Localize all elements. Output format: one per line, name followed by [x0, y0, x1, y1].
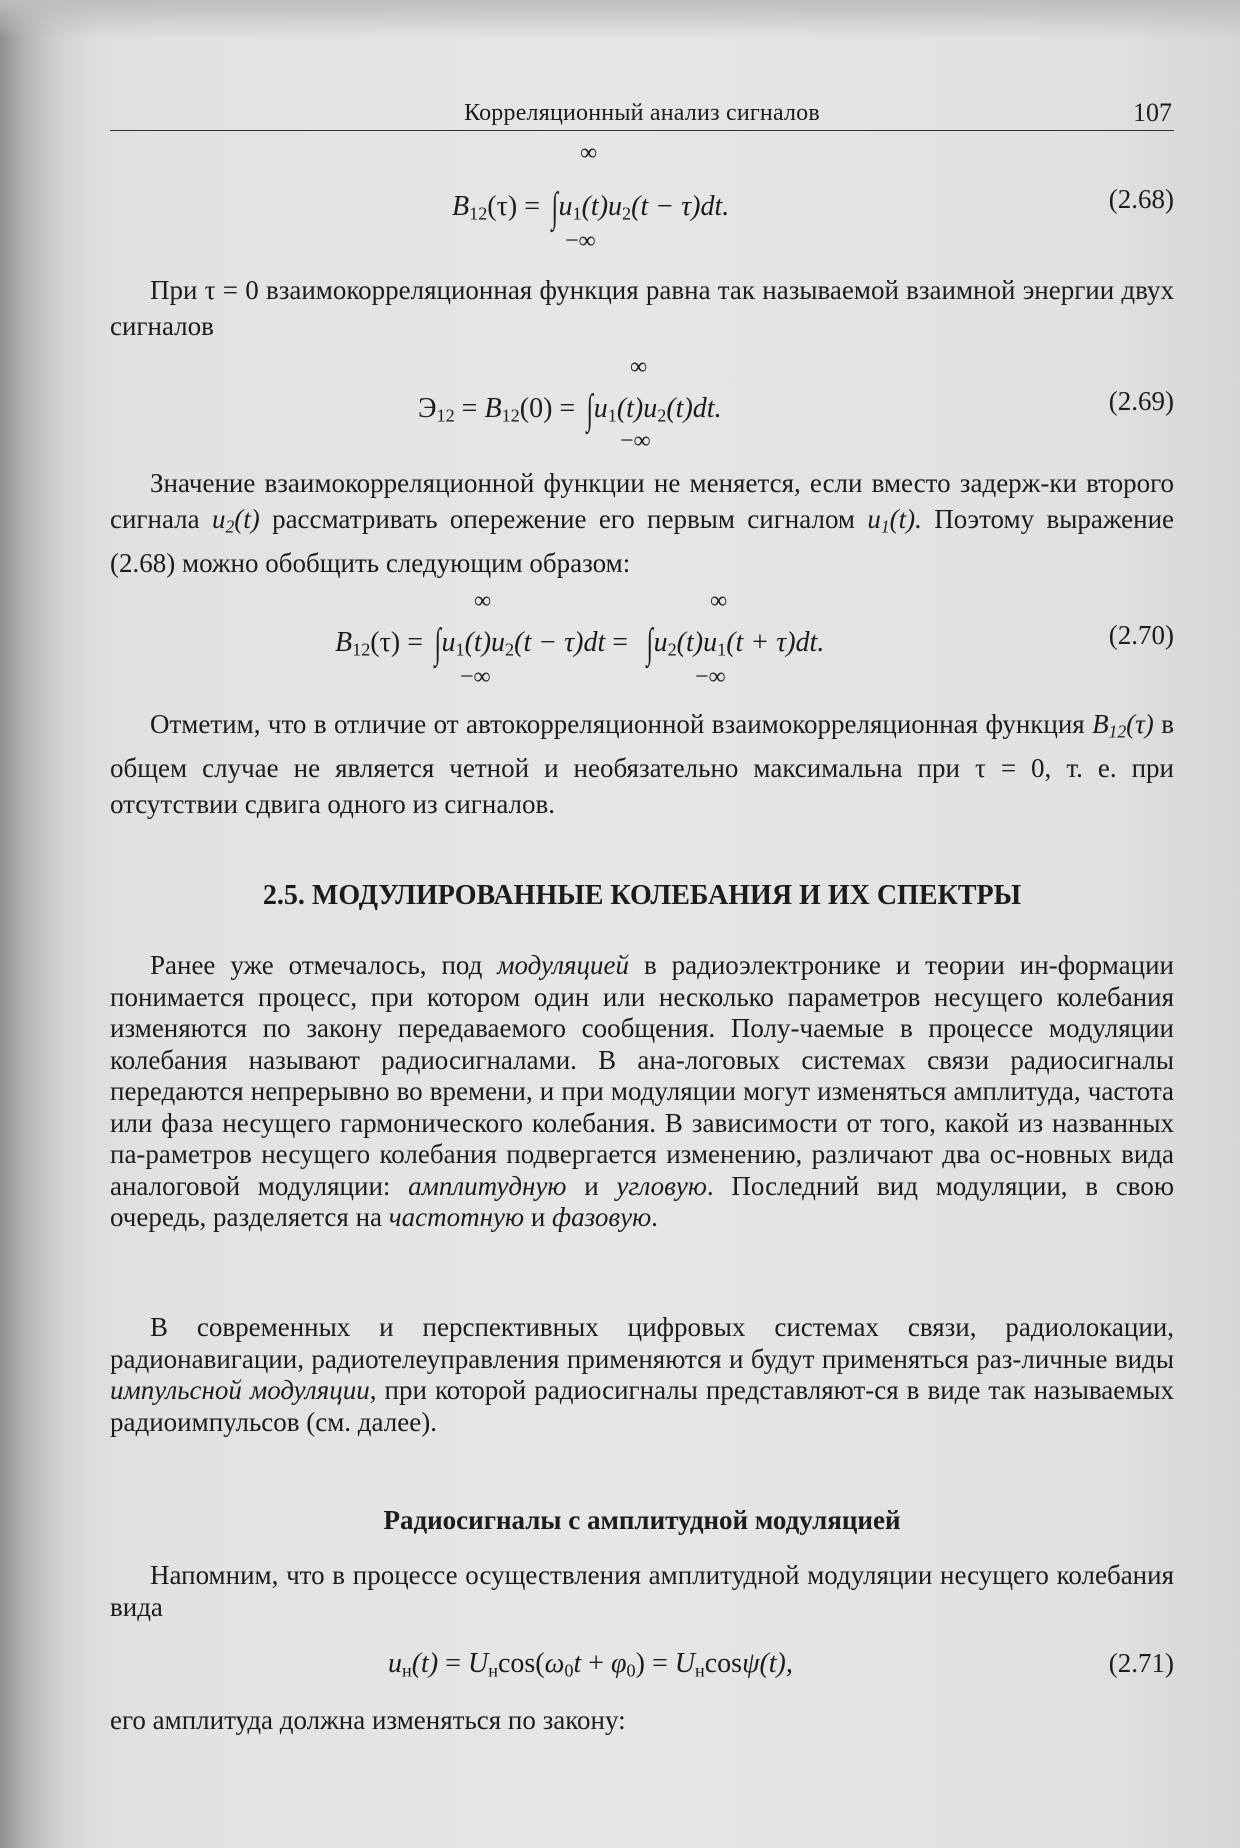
- term-angular: угловую: [616, 1170, 707, 1201]
- math-u1: $u_1(t)$.: [867, 504, 922, 537]
- equation-number: (2.69): [1108, 386, 1174, 416]
- equation-2-70: [110, 588, 1174, 688]
- equation-2-69: [110, 354, 1174, 454]
- math-u2: $u_2(t)$: [211, 504, 260, 537]
- term-phase: фазовую: [552, 1202, 652, 1232]
- paragraph-1: При τ = 0 взаимокорреляционная функция равна так называемой взаимной энергии двух сигналов: [110, 275, 1174, 342]
- equation-2-71: [110, 1648, 1174, 1688]
- equation-body: $Э_{12} = B_{12}(0) = \int u_1(t)u_2(t)dt$.: [418, 387, 722, 433]
- paragraph-2: [110, 465, 1174, 582]
- equation-number: (2.70): [1108, 620, 1174, 650]
- text-run: Поэтому выражение (2.68) можно обобщить следующим образом:: [110, 504, 1174, 579]
- subsection-title: Радиосигналы с амплитудной модуляцией: [383, 1505, 901, 1535]
- text-run: Ранее уже отмечалось, под: [150, 950, 498, 980]
- text-run: и: [566, 1170, 617, 1201]
- equation-body: $B_{12}(\tau) = \int u_1(t)u_2(t - \tau)dt$.: [452, 185, 730, 231]
- text-run: В современных и перспективных цифровых системах связи, радиолокации, радионавигации, радиотелеуправления применяются и будут применяться раз-личные виды: [110, 1312, 1174, 1374]
- paragraph-4: [110, 950, 1174, 1234]
- equation-2-68: [110, 140, 1174, 254]
- integral-sign-icon: ∫: [586, 387, 594, 433]
- text-run: и: [524, 1202, 553, 1232]
- integral-upper-limit: ∞: [580, 140, 598, 166]
- integral-upper-limit-2: ∞: [710, 588, 728, 614]
- text-run: в радиоэлектронике и теории ин-формации понимается процесс, при котором один или несколько параметров несущего колебания изменяются по закону передаваемого сообщения. Полу-чаемые в процессе модуляции колебания называют радиосигналами. В ана-логовых системах связи радиосигналы передаются непрерывно во времени, и при модуляции могут изменяться амплитуда, частота или фаза несущего гармонического колебания. В зависимости от того, какой из названных па-раметров несущего колебания подвергается изменению, различают два ос-новных вида аналоговой модуляции:: [110, 950, 1174, 1201]
- page-number: 107: [1133, 98, 1172, 127]
- equation-body: $u_н(t) = U_н\cos(\omega_0t + \varphi_0) = U_н\cos\psi(t)$,: [388, 1648, 793, 1681]
- integral-lower-limit: −∞: [460, 664, 491, 690]
- page-header: [110, 100, 1174, 131]
- paragraph-3: [110, 706, 1174, 823]
- term-modulation: модуляцией: [497, 950, 630, 980]
- integral-upper-limit: ∞: [630, 354, 648, 380]
- paragraph-7: его амплитуда должна изменяться по закону:: [110, 1705, 626, 1735]
- text-run: .: [651, 1202, 658, 1232]
- integral-lower-limit-2: −∞: [695, 664, 726, 690]
- text-run: Отметим, что в отличие от автокорреляционной взаимокорреляционная функция: [150, 709, 1093, 739]
- text-run: , при которой радиосигналы представляют-ся в виде так называемых радиоимпульсов (см. далее).: [110, 1375, 1174, 1437]
- paragraph-5: [110, 1312, 1174, 1438]
- integral-sign-icon: ∫: [434, 621, 441, 667]
- term-frequency: частотную: [388, 1202, 525, 1232]
- integral-sign-icon: ∫: [646, 621, 653, 667]
- paragraph-6: Напомним, что в процессе осуществления амплитудной модуляции несущего колебания вида: [110, 1560, 1174, 1622]
- integral-sign-icon: ∫: [551, 185, 558, 231]
- term-amplitude: амплитудную: [408, 1170, 567, 1201]
- text-run: Значение взаимокорреляционной функции не меняется, если вместо задерж-ки второго сигнала: [110, 468, 1174, 535]
- integral-upper-limit: ∞: [474, 588, 492, 614]
- equation-number: (2.68): [1108, 184, 1174, 214]
- section-title: 2.5. МОДУЛИРОВАННЫЕ КОЛЕБАНИЯ И ИХ СПЕКТРЫ: [262, 880, 1022, 911]
- text-run: . Последний вид модуляции, в свою очередь, разделяется на: [110, 1170, 1174, 1232]
- equation-number: (2.71): [1108, 1648, 1174, 1678]
- integral-lower-limit: −∞: [565, 228, 596, 254]
- integral-lower-limit: −∞: [620, 428, 651, 454]
- term-pulse-modulation: импульсной модуляции: [110, 1375, 370, 1405]
- equation-body: $B_{12}(\tau) = \int u_1(t)u_2(t - \tau)dt = \int u_2(t)u_1(t + \tau)dt$.: [335, 621, 825, 667]
- text-run: в общем случае не является четной и необязательно максимальна при τ = 0, т. е. при отсутствии сдвига одного из сигналов.: [110, 709, 1174, 820]
- running-title: Корреляционный анализ сигналов: [464, 100, 820, 126]
- math-b12: $B_{12}(\tau)$: [1092, 709, 1154, 742]
- text-run: рассматривать опережение его первым сигналом: [259, 504, 868, 535]
